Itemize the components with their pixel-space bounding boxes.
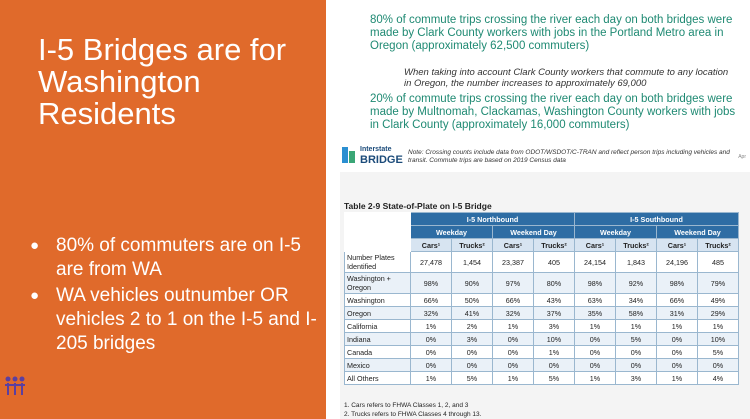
table-cell: 1% bbox=[657, 320, 698, 333]
table-cell: 66% bbox=[411, 294, 452, 307]
table-cell: 37% bbox=[534, 307, 575, 320]
period-header: Weekday bbox=[411, 226, 493, 239]
table-cell: 3% bbox=[616, 372, 657, 385]
table-cell: 24,154 bbox=[575, 252, 616, 273]
table-cell: 0% bbox=[657, 333, 698, 346]
column-header: Trucks² bbox=[698, 239, 739, 252]
period-header: Weekday bbox=[575, 226, 657, 239]
logo-text: BRIDGE bbox=[360, 154, 403, 166]
table-cell: 1% bbox=[534, 346, 575, 359]
table-cell: 24,196 bbox=[657, 252, 698, 273]
table-cell: 1% bbox=[616, 320, 657, 333]
table-cell: 1% bbox=[493, 320, 534, 333]
bullet-list bbox=[30, 234, 320, 358]
table-cell: 50% bbox=[452, 294, 493, 307]
column-header: Trucks² bbox=[534, 239, 575, 252]
bullet-item: ● 80% of commuters are on I-5 are from WA bbox=[30, 234, 320, 282]
table-cell: 1,454 bbox=[452, 252, 493, 273]
table-cell: 66% bbox=[657, 294, 698, 307]
table-title: Table 2-9 State-of-Plate on I-5 Bridge bbox=[344, 201, 492, 211]
row-label: Mexico bbox=[345, 359, 411, 372]
report-excerpt bbox=[326, 0, 750, 172]
table-cell: 0% bbox=[452, 346, 493, 359]
table-cell: 58% bbox=[616, 307, 657, 320]
table-cell: 2% bbox=[452, 320, 493, 333]
table-cell: 1,843 bbox=[616, 252, 657, 273]
table-cell: 0% bbox=[575, 346, 616, 359]
column-header: Cars¹ bbox=[575, 239, 616, 252]
table-cell: 10% bbox=[534, 333, 575, 346]
table-cell: 0% bbox=[493, 333, 534, 346]
table-cell: 405 bbox=[534, 252, 575, 273]
logo-text: Interstate bbox=[360, 146, 392, 153]
table-cell: 66% bbox=[493, 294, 534, 307]
table-cell: 3% bbox=[452, 333, 493, 346]
table-cell: 0% bbox=[657, 346, 698, 359]
table-cell: 0% bbox=[411, 333, 452, 346]
table-cell: 23,387 bbox=[493, 252, 534, 273]
table-cell: 27,478 bbox=[411, 252, 452, 273]
table-cell: 41% bbox=[452, 307, 493, 320]
row-label: Washington + Oregon bbox=[345, 273, 411, 294]
table-cell: 3% bbox=[534, 320, 575, 333]
row-label: Washington bbox=[345, 294, 411, 307]
table-cell: 0% bbox=[411, 346, 452, 359]
stat-text: 20% of commute trips crossing the river each day on both bridges were made by Multnomah, Clackamas, Washington County workers with jobs in Clark County (approximately 16,000 commuters) bbox=[370, 93, 736, 131]
table-cell: 0% bbox=[698, 359, 739, 372]
table-cell: 10% bbox=[698, 333, 739, 346]
column-header: Cars¹ bbox=[411, 239, 452, 252]
interstate-bridge-logo-icon bbox=[342, 147, 357, 163]
column-header: Trucks² bbox=[616, 239, 657, 252]
table-row bbox=[345, 294, 739, 307]
table-cell: 0% bbox=[657, 359, 698, 372]
table-cell: 0% bbox=[575, 359, 616, 372]
table-cell: 31% bbox=[657, 307, 698, 320]
slide-title: I-5 Bridges are for Washington Residents bbox=[38, 32, 287, 131]
stat-text: 80% of commute trips crossing the river each day on both bridges were made by Clark County workers with jobs in the Portland Metro area in Oregon (approximately 62,500 commuters) bbox=[370, 14, 733, 52]
period-header: Weekend Day bbox=[657, 226, 739, 239]
table-cell: 35% bbox=[575, 307, 616, 320]
table-cell: 0% bbox=[575, 333, 616, 346]
table-cell: 49% bbox=[698, 294, 739, 307]
table-cell: 0% bbox=[616, 359, 657, 372]
footnote: 1. Cars refers to FHWA Classes 1, 2, and 3 bbox=[344, 402, 469, 409]
table-cell: 0% bbox=[493, 346, 534, 359]
footnote: 2. Trucks refers to FHWA Classes 4 through 13. bbox=[344, 411, 482, 418]
table-row bbox=[345, 372, 739, 385]
table-cell: 5% bbox=[616, 333, 657, 346]
table-row bbox=[345, 359, 739, 372]
group-header: I-5 Northbound bbox=[411, 213, 575, 226]
table-cell: 29% bbox=[698, 307, 739, 320]
table-cell: 32% bbox=[411, 307, 452, 320]
table-cell: 1% bbox=[698, 320, 739, 333]
table-cell: 34% bbox=[616, 294, 657, 307]
row-label: Oregon bbox=[345, 307, 411, 320]
table-panel bbox=[340, 172, 750, 419]
left-panel bbox=[0, 0, 326, 419]
table-cell: 98% bbox=[657, 273, 698, 294]
table-cell: 0% bbox=[493, 359, 534, 372]
people-logo-icon bbox=[3, 374, 27, 398]
table-row bbox=[345, 346, 739, 359]
row-label: All Others bbox=[345, 372, 411, 385]
table-row bbox=[345, 252, 739, 273]
table-cell: 1% bbox=[575, 372, 616, 385]
table-cell: 97% bbox=[493, 273, 534, 294]
column-header: Trucks² bbox=[452, 239, 493, 252]
table-row bbox=[345, 273, 739, 294]
table-cell: 43% bbox=[534, 294, 575, 307]
table-cell: 0% bbox=[534, 359, 575, 372]
table-row bbox=[345, 307, 739, 320]
column-header: Cars¹ bbox=[493, 239, 534, 252]
group-header: I-5 Southbound bbox=[575, 213, 739, 226]
table-cell: 80% bbox=[534, 273, 575, 294]
state-of-plate-table bbox=[344, 212, 739, 385]
page-marker: Apr bbox=[738, 154, 746, 160]
report-screenshot bbox=[326, 0, 750, 419]
table-cell: 1% bbox=[411, 320, 452, 333]
note-text: Note: Crossing counts include data from ODOT/WSDOT/C-TRAN and reflect person trips including vehicles and transit. Commute trips are based on 2019 Census data bbox=[408, 149, 730, 164]
table-cell: 0% bbox=[616, 346, 657, 359]
table-cell: 4% bbox=[698, 372, 739, 385]
substat-text: When taking into account Clark County workers that commute to any location in Oregon, the number increases to approximately 69,000 bbox=[404, 67, 729, 89]
row-label: Indiana bbox=[345, 333, 411, 346]
table-cell: 485 bbox=[698, 252, 739, 273]
table-cell: 5% bbox=[452, 372, 493, 385]
table-cell: 79% bbox=[698, 273, 739, 294]
row-label: Canada bbox=[345, 346, 411, 359]
table-cell: 98% bbox=[411, 273, 452, 294]
table-cell: 5% bbox=[534, 372, 575, 385]
row-label: Number Plates Identified bbox=[345, 252, 411, 273]
table-cell: 1% bbox=[493, 372, 534, 385]
row-label: California bbox=[345, 320, 411, 333]
table-cell: 98% bbox=[575, 273, 616, 294]
table-corner bbox=[345, 213, 411, 252]
period-header: Weekend Day bbox=[493, 226, 575, 239]
table-cell: 1% bbox=[575, 320, 616, 333]
table-cell: 0% bbox=[411, 359, 452, 372]
table-row bbox=[345, 320, 739, 333]
column-header: Cars¹ bbox=[657, 239, 698, 252]
table-cell: 1% bbox=[411, 372, 452, 385]
table-cell: 1% bbox=[657, 372, 698, 385]
table-cell: 90% bbox=[452, 273, 493, 294]
table-cell: 5% bbox=[698, 346, 739, 359]
table-row bbox=[345, 333, 739, 346]
bullet-item: ● WA vehicles outnumber OR vehicles 2 to 1 on the I-5 and I-205 bridges bbox=[30, 284, 320, 356]
table-cell: 32% bbox=[493, 307, 534, 320]
table-cell: 63% bbox=[575, 294, 616, 307]
table-cell: 0% bbox=[452, 359, 493, 372]
table-cell: 92% bbox=[616, 273, 657, 294]
